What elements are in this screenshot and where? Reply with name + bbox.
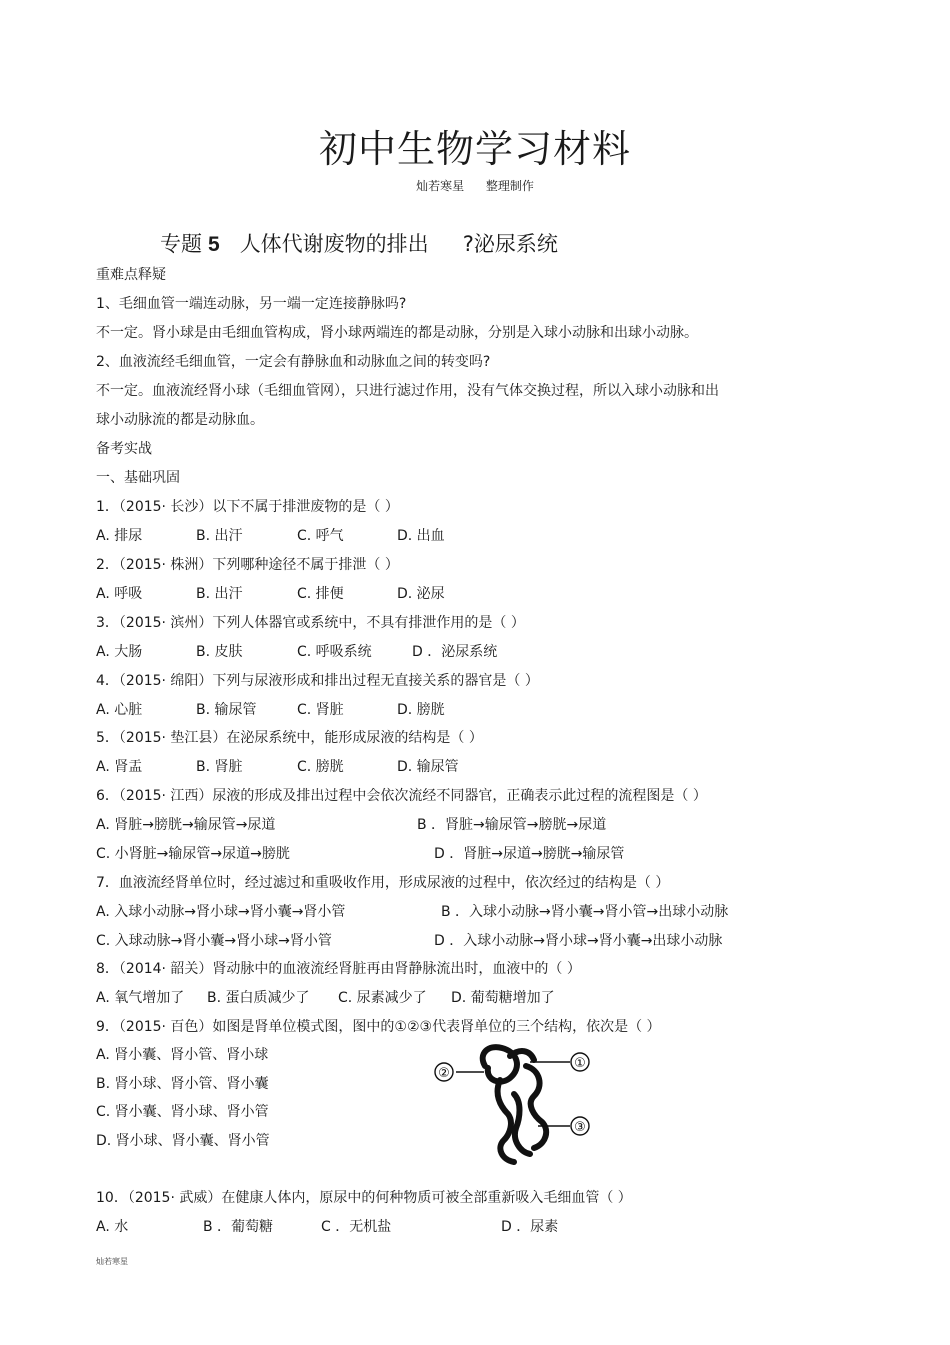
option: B ．入球小动脉→肾小囊→肾小管→出球小动脉 [441,904,729,920]
option: D. 输尿管 [397,759,459,775]
question-stem: 3．（2015· 滨州）下列人体器官或系统中，不具有排泄作用的是（ ） [96,615,525,631]
option: B. 输尿管 [196,702,257,718]
option: B ．葡萄糖 [203,1219,274,1235]
option: B. 蛋白质减少了 [207,990,310,1006]
question-stem: 7．血液流经肾单位时，经过滤过和重吸收作用，形成尿液的过程中，依次经过的结构是（ ） [96,875,670,891]
figure-label-3: ③ [574,1120,586,1135]
topic-prefix: 专题 [160,232,202,256]
option: D ．肾脏→尿道→膀胱→输尿管 [434,846,625,862]
option: C. 呼气 [297,528,344,544]
option: D ．入球小动脉→肾小球→肾小囊→出球小动脉 [434,933,723,949]
option: B. 肾小球、肾小管、肾小囊 [96,1076,269,1092]
question-stem: 10．（2015· 武威）在健康人体内，原尿中的何种物质可被全部重新吸入毛细血管（ ） [96,1190,632,1206]
qa-question: 1、毛细血管一端连动脉，另一端一定连接静脉吗? [96,296,407,312]
question-stem: 8．（2014· 韶关）肾动脉中的血液流经肾脏再由肾静脉流出时，血液中的（ ） [96,961,581,977]
figure-label-2: ② [438,1066,450,1081]
question-stem: 4．（2015· 绵阳）下列与尿液形成和排出过程无直接关系的器官是（ ） [96,673,539,689]
qa-answer: 球小动脉流的都是动脉血。 [96,412,264,428]
qa-answer: 不一定。血液流经肾小球（毛细血管网），只进行滤过作用，没有气体交换过程，所以入球小动脉和出 [96,383,719,399]
topic-name: 人体代谢废物的排出 [239,232,429,256]
option: C. 肾脏 [297,702,344,718]
option: C ．无机盐 [321,1219,392,1235]
option: C. 呼吸系统 [297,644,372,660]
footer-text: 灿若寒星 [96,1257,128,1266]
option: C. 排便 [297,586,344,602]
topic-subtitle: ?泌尿系统 [462,232,558,256]
author-line: 灿若寒星 整理制作 [416,179,534,193]
option: D. 泌尿 [397,586,445,602]
option: C. 肾小囊、肾小球、肾小管 [96,1104,269,1120]
option: A. 呼吸 [96,586,143,602]
question-stem: 5．（2015· 垫江县）在泌尿系统中，能形成尿液的结构是（ ） [96,730,483,746]
option: A. 水 [96,1219,129,1235]
topic-number: 5 [208,233,220,256]
section-basic: 一、基础巩固 [96,470,180,486]
option: B. 出汗 [196,586,243,602]
option: D. 出血 [397,528,445,544]
option: A. 肾盂 [96,759,143,775]
option: D. 膀胱 [397,702,445,718]
option: B. 皮肤 [196,644,243,660]
question-stem: 1．（2015· 长沙）以下不属于排泄废物的是（ ） [96,499,399,515]
figure-label-1: ① [574,1056,586,1071]
option: D. 肾小球、肾小囊、肾小管 [96,1133,270,1149]
option: C. 入球动脉→肾小囊→肾小球→肾小管 [96,933,332,949]
section-practice: 备考实战 [96,441,152,457]
option: D. 葡萄糖增加了 [451,990,555,1006]
option: A. 排尿 [96,528,143,544]
topic-heading [160,228,558,258]
option: B. 肾脏 [196,759,243,775]
option: A. 心脏 [96,702,143,718]
page-title: 初中生物学习材料 [318,127,631,171]
question-stem: 6．（2015· 江西）尿液的形成及排出过程中会依次流经不同器官，正确表示此过程的流程图是（ ） [96,788,707,804]
option: B. 出汗 [196,528,243,544]
qa-question: 2、血液流经毛细血管，一定会有静脉血和动脉血之间的转变吗? [96,354,491,370]
option: C. 膀胱 [297,759,344,775]
option: A. 大肠 [96,644,143,660]
question-stem: 2．（2015· 株洲）下列哪种途径不属于排泄（ ） [96,557,399,573]
section-key-points: 重难点释疑 [96,267,166,283]
option: C. 尿素减少了 [338,990,427,1006]
option: C. 小肾脏→输尿管→尿道→膀胱 [96,846,290,862]
option: A. 肾脏→膀胱→输尿管→尿道 [96,817,276,833]
option: A. 肾小囊、肾小管、肾小球 [96,1047,269,1063]
nephron-diagram [430,1036,595,1176]
option: B ．肾脏→输尿管→膀胱→尿道 [417,817,607,833]
option: D ．泌尿系统 [412,644,498,660]
qa-answer: 不一定。肾小球是由毛细血管构成，肾小球两端连的都是动脉，分别是入球小动脉和出球小动脉。 [96,325,698,341]
question-stem: 9．（2015· 百色）如图是肾单位模式图，图中的①②③代表肾单位的三个结构，依次是（ ） [96,1019,661,1035]
option: A. 氧气增加了 [96,990,185,1006]
option: D ．尿素 [501,1219,559,1235]
option: A. 入球小动脉→肾小球→肾小囊→肾小管 [96,904,346,920]
